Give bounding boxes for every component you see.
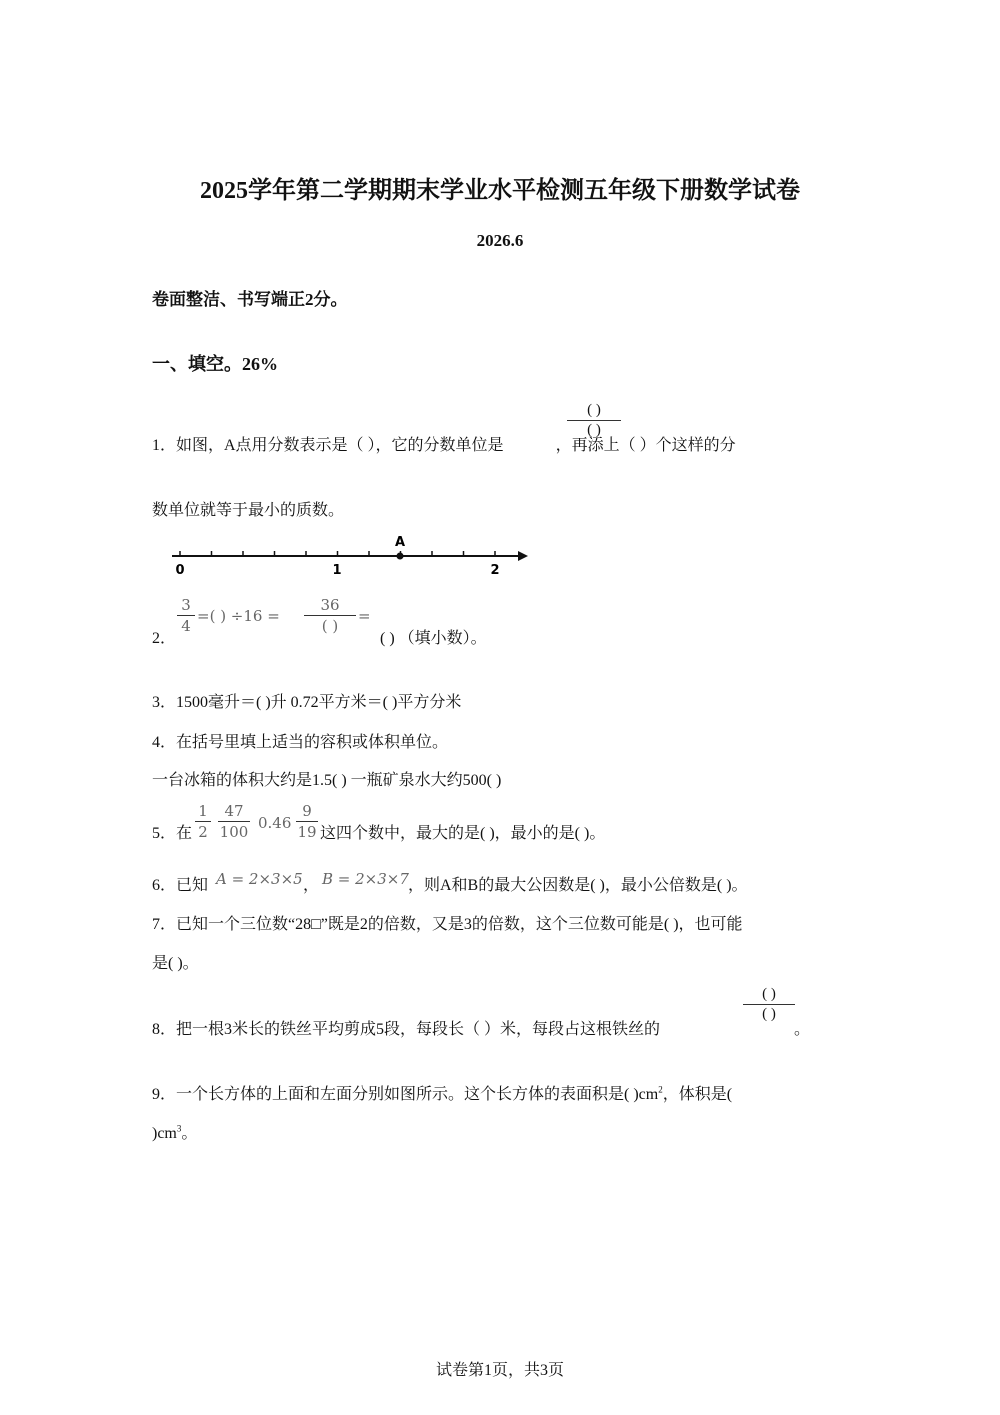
squared-sup: 2 (658, 1084, 663, 1095)
question-9-text: 9．一个长方体的上面和左面分别如图所示。这个长方体的表面积是( )cm (152, 1086, 659, 1103)
fraction-bar (743, 1004, 795, 1005)
question-6-suffix: ，则A和B的最大公因数是( )，最小公倍数是( )。 (408, 877, 748, 894)
blank-numerator: ( ) (587, 402, 601, 418)
question-1-line-2: 数单位就等于最小的质数。 (152, 502, 345, 519)
q5-fraction-1-2 (195, 802, 211, 841)
fraction-numerator: 1 (198, 802, 208, 820)
question-5-suffix: 这四个数中，最大的是( )，最小的是( )。 (320, 825, 606, 842)
fraction-bar (177, 615, 195, 616)
fraction-numerator: 47 (224, 802, 244, 820)
question-1-text-a: 1．如图，A点用分数表示是（ ），它的分数单位是 (152, 437, 504, 454)
fraction-denominator: 4 (181, 617, 191, 635)
blank-numerator: ( ) (762, 986, 776, 1002)
fraction-numerator: 9 (302, 802, 312, 820)
fraction-bar (304, 615, 356, 616)
q6-expression-b: B = 2×3×7 (322, 870, 409, 888)
q5-fraction-9-19 (296, 802, 318, 841)
neatness-note: 卷面整洁、书写端正2分。 (152, 290, 348, 309)
q6-comma: ， (303, 877, 320, 894)
fraction-numerator: 36 (320, 596, 340, 614)
q2-fraction-36 (304, 596, 356, 635)
number-line-figure (168, 534, 533, 580)
question-9-text-mid: ，体积是( (662, 1086, 733, 1103)
exam-date: 2026.6 (476, 231, 524, 250)
point-a-marker (397, 553, 404, 560)
question-8-blank-fraction (743, 986, 795, 1023)
question-7-line-2: 是( )。 (152, 955, 199, 972)
question-5-prefix: 5．在 (152, 825, 193, 842)
cubed-sup: 3 (176, 1123, 182, 1134)
question-2-prefix: 2． (152, 630, 177, 647)
fraction-denominator: ( ) (321, 617, 339, 635)
question-6-prefix: 6．已知 (152, 877, 209, 894)
question-1-blank-fraction (567, 402, 621, 439)
fraction-denominator: 2 (198, 823, 208, 841)
q2-equals: = (358, 607, 371, 625)
question-1 (152, 432, 736, 455)
tick-label-0: 0 (175, 563, 185, 578)
question-8: 8．把一根3米长的铁丝平均剪成5段，每段长（ ）米，每段占这根铁丝的 (152, 1021, 661, 1038)
fraction-bar (195, 821, 211, 822)
q5-decimal: 0.46 (258, 814, 292, 832)
point-a-label: A (394, 535, 406, 550)
question-8-end: 。 (794, 1021, 811, 1038)
question-4-items: 一台冰箱的体积大约是1.5( ) 一瓶矿泉水大约500( ) (152, 772, 502, 789)
blank-denominator: ( ) (762, 1006, 776, 1022)
section-heading: 一、填空。26% (152, 354, 278, 374)
question-9-line-2 (152, 1120, 197, 1143)
question-2-suffix: ( ) （填小数）。 (380, 630, 487, 647)
q6-expression-a: A = 2×3×5 (216, 870, 303, 888)
arrow-icon (518, 551, 528, 561)
fraction-bar (567, 420, 621, 421)
exam-title: 2025学年第二学期期末学业水平检测五年级下册数学试卷 (200, 178, 800, 204)
tick-label-1: 1 (332, 563, 342, 578)
q2-equation-part: =( ) ÷16 = (197, 607, 280, 625)
question-7: 7．已知一个三位数“28□”既是2的倍数，又是3的倍数，这个三位数可能是( )，也可能 (152, 916, 743, 933)
question-9-end: 。 (181, 1125, 198, 1142)
question-9 (152, 1081, 732, 1104)
fraction-bar (296, 821, 318, 822)
tick-label-2: 2 (490, 563, 500, 578)
question-4: 4．在括号里填上适当的容积或体积单位。 (152, 734, 449, 751)
question-1-text-b: ，再添上（ ）个这样的分 (555, 437, 736, 454)
q5-fraction-47-100 (218, 802, 250, 841)
fraction-numerator: 3 (181, 596, 191, 614)
q2-fraction-3-4 (177, 596, 195, 635)
fraction-denominator: 19 (297, 823, 317, 841)
page-footer: 试卷第1页，共3页 (435, 1362, 564, 1379)
question-3: 3．1500毫升＝( )升 0.72平方米＝( )平方分米 (152, 694, 462, 711)
fraction-denominator: 100 (219, 823, 249, 841)
question-9-text-b: )cm (152, 1125, 177, 1142)
blank-denominator: ( ) (587, 422, 601, 438)
fraction-bar (218, 821, 250, 822)
